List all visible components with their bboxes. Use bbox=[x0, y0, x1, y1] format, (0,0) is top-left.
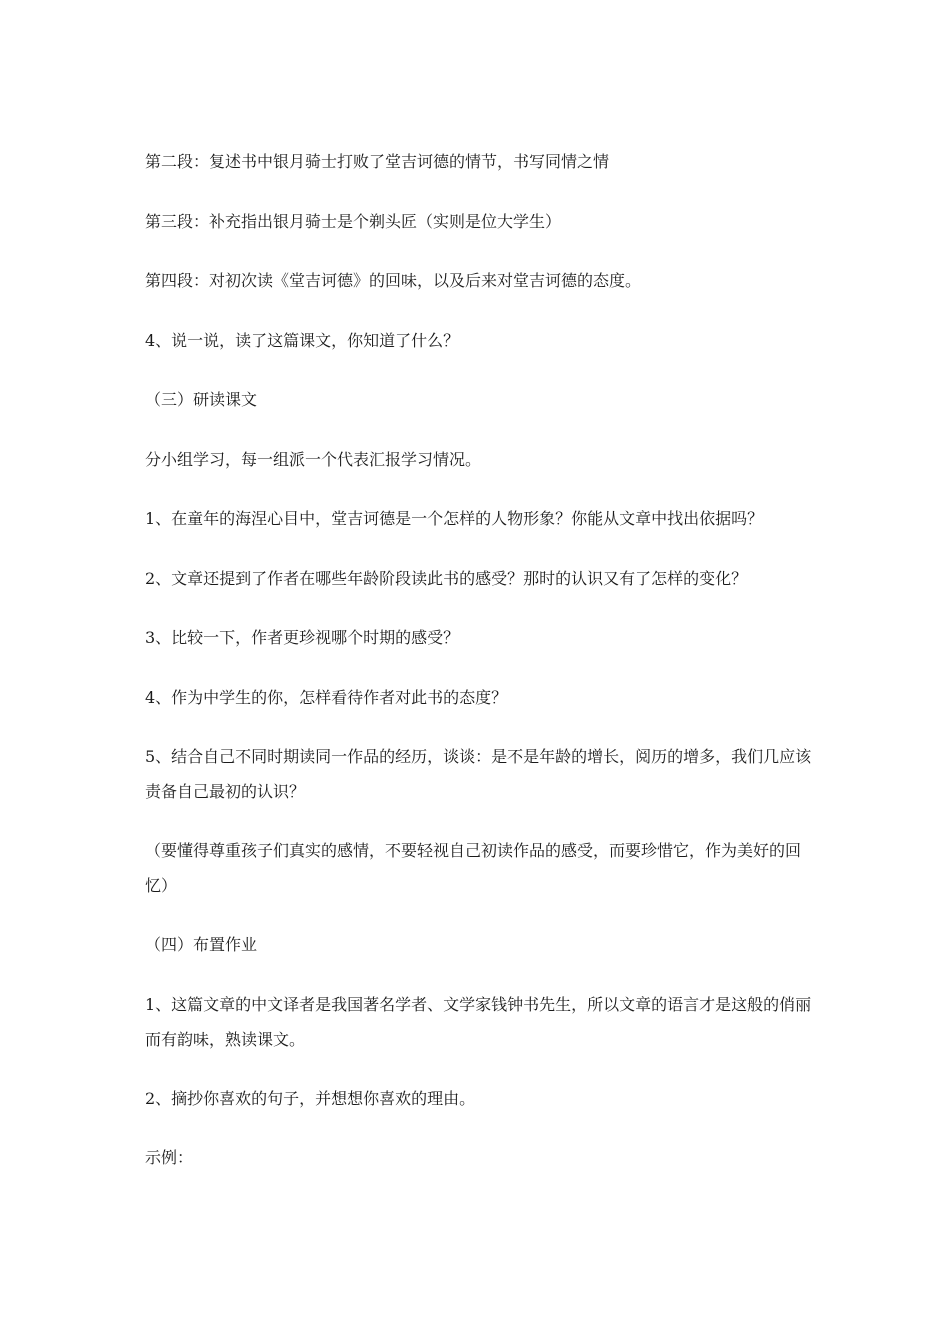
homework-2: 2、摘抄你喜欢的句子，并想想你喜欢的理由。 bbox=[145, 1088, 476, 1108]
paragraph-note: （要懂得尊重孩子们真实的感情，不要轻视自己初读作品的感受，而要珍惜它，作为美好的回忆） bbox=[145, 841, 802, 895]
document-body bbox=[145, 149, 815, 1205]
paragraph-section-three: 第三段：补充指出银月骑士是个剃头匠（实则是位大学生） bbox=[145, 211, 562, 231]
heading-study-text: （三）研读课文 bbox=[145, 390, 258, 409]
question-3: 3、比较一下，作者更珍视哪个时期的感受？ bbox=[145, 628, 460, 647]
question-2: 2、文章还提到了作者在哪些年龄阶段读此书的感受？那时的认识又有了怎样的变化？ bbox=[145, 568, 748, 588]
question-1: 1、在童年的海涅心目中，堂吉诃德是一个怎样的人物形象？你能从文章中找出依据吗？ bbox=[145, 509, 764, 528]
paragraph-group-study: 分小组学习，每一组派一个代表汇报学习情况。 bbox=[145, 449, 482, 469]
question-4: 4、作为中学生的你，怎样看待作者对此书的态度？ bbox=[145, 687, 508, 707]
question-4-what-learned: 4、说一说，读了这篇课文，你知道了什么？ bbox=[145, 330, 460, 350]
question-5: 5、结合自己不同时期读同一作品的经历，谈谈：是不是年龄的增长，阅历的增多，我们几应该责备自己最初的认识？ bbox=[145, 747, 812, 801]
homework-1: 1、这篇文章的中文译者是我国著名学者、文学家钱钟书先生，所以文章的语言才是这般的俏丽而有韵味，熟读课文。 bbox=[145, 994, 812, 1049]
example-label: 示例： bbox=[145, 1148, 194, 1167]
heading-homework: （四）布置作业 bbox=[145, 935, 258, 954]
paragraph-section-two: 第二段：复述书中银月骑士打败了堂吉诃德的情节，书写同情之情 bbox=[145, 152, 610, 171]
paragraph-section-four: 第四段：对初次读《堂吉诃德》的回味，以及后来对堂吉诃德的态度。 bbox=[145, 271, 642, 290]
